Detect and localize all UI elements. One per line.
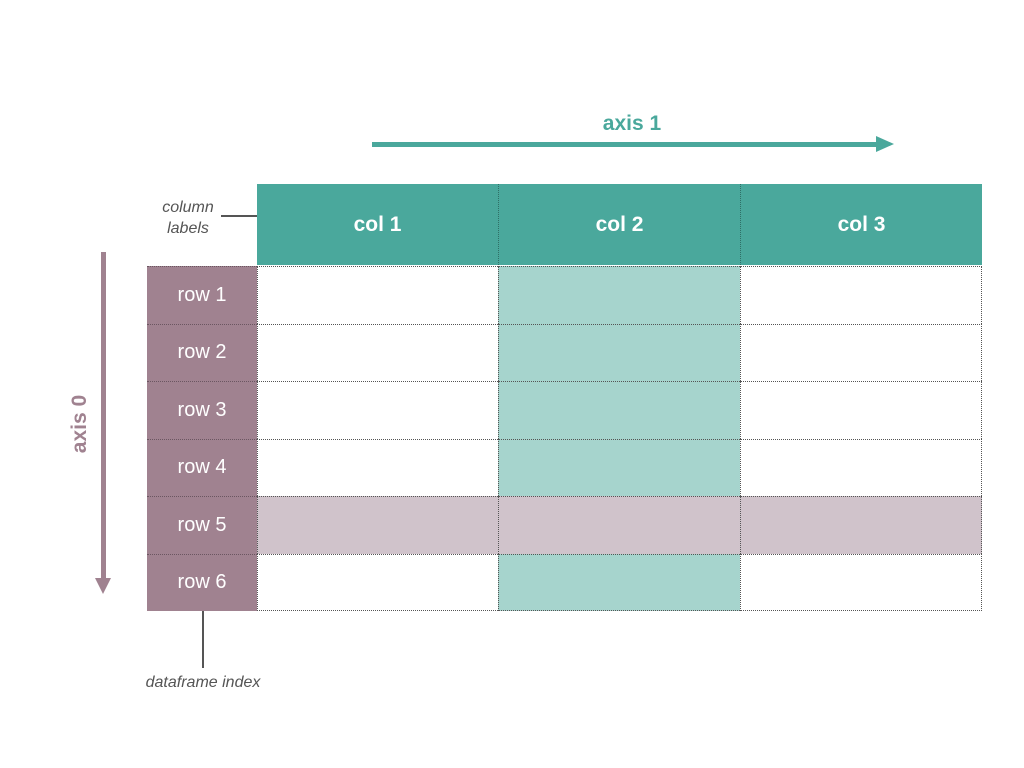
table-cell-highlighted	[498, 381, 739, 439]
table-cell	[257, 381, 498, 439]
column-header: col 3	[740, 184, 982, 265]
column-header: col 1	[257, 184, 498, 265]
table-cell	[257, 554, 498, 612]
axis-1-arrow-head-icon	[876, 136, 894, 152]
table-row	[147, 266, 982, 324]
column-labels-note	[148, 197, 228, 239]
row-index-label: row 6	[147, 554, 257, 612]
table-row	[147, 439, 982, 497]
row-index-label: row 1	[147, 266, 257, 324]
axis-1-label: axis 1	[602, 112, 662, 135]
table-cell	[498, 496, 739, 554]
table-cell	[740, 266, 982, 324]
table-cell-highlighted	[498, 324, 739, 382]
table-row	[147, 381, 982, 439]
axis-0-arrow-line	[101, 252, 106, 580]
table-cell	[740, 381, 982, 439]
axis-0-arrow-head-icon	[95, 578, 111, 594]
row-index-label: row 3	[147, 381, 257, 439]
table-row	[147, 554, 982, 612]
table-row-highlighted	[147, 496, 982, 554]
dataframe-body	[147, 266, 982, 611]
table-cell	[257, 266, 498, 324]
axis-0-label: axis 0	[68, 394, 91, 454]
index-pointer-line	[202, 604, 204, 668]
table-cell-highlighted	[498, 266, 739, 324]
column-header: col 2	[498, 184, 740, 265]
table-cell	[740, 324, 982, 382]
table-cell	[740, 554, 982, 612]
table-cell	[257, 496, 498, 554]
column-header-row	[257, 184, 982, 265]
dataframe-index-note: dataframe index	[145, 674, 261, 691]
table-cell	[740, 496, 982, 554]
table-cell	[740, 439, 982, 497]
column-labels-note-text: column labels	[162, 199, 214, 237]
table-row	[147, 324, 982, 382]
table-cell-highlighted	[498, 439, 739, 497]
row-index-label: row 5	[147, 496, 257, 554]
row-index-label: row 2	[147, 324, 257, 382]
table-cell	[257, 324, 498, 382]
row-index-label: row 4	[147, 439, 257, 497]
axis-1-arrow-line	[372, 142, 878, 147]
table-cell	[257, 439, 498, 497]
table-cell-highlighted	[498, 554, 739, 612]
